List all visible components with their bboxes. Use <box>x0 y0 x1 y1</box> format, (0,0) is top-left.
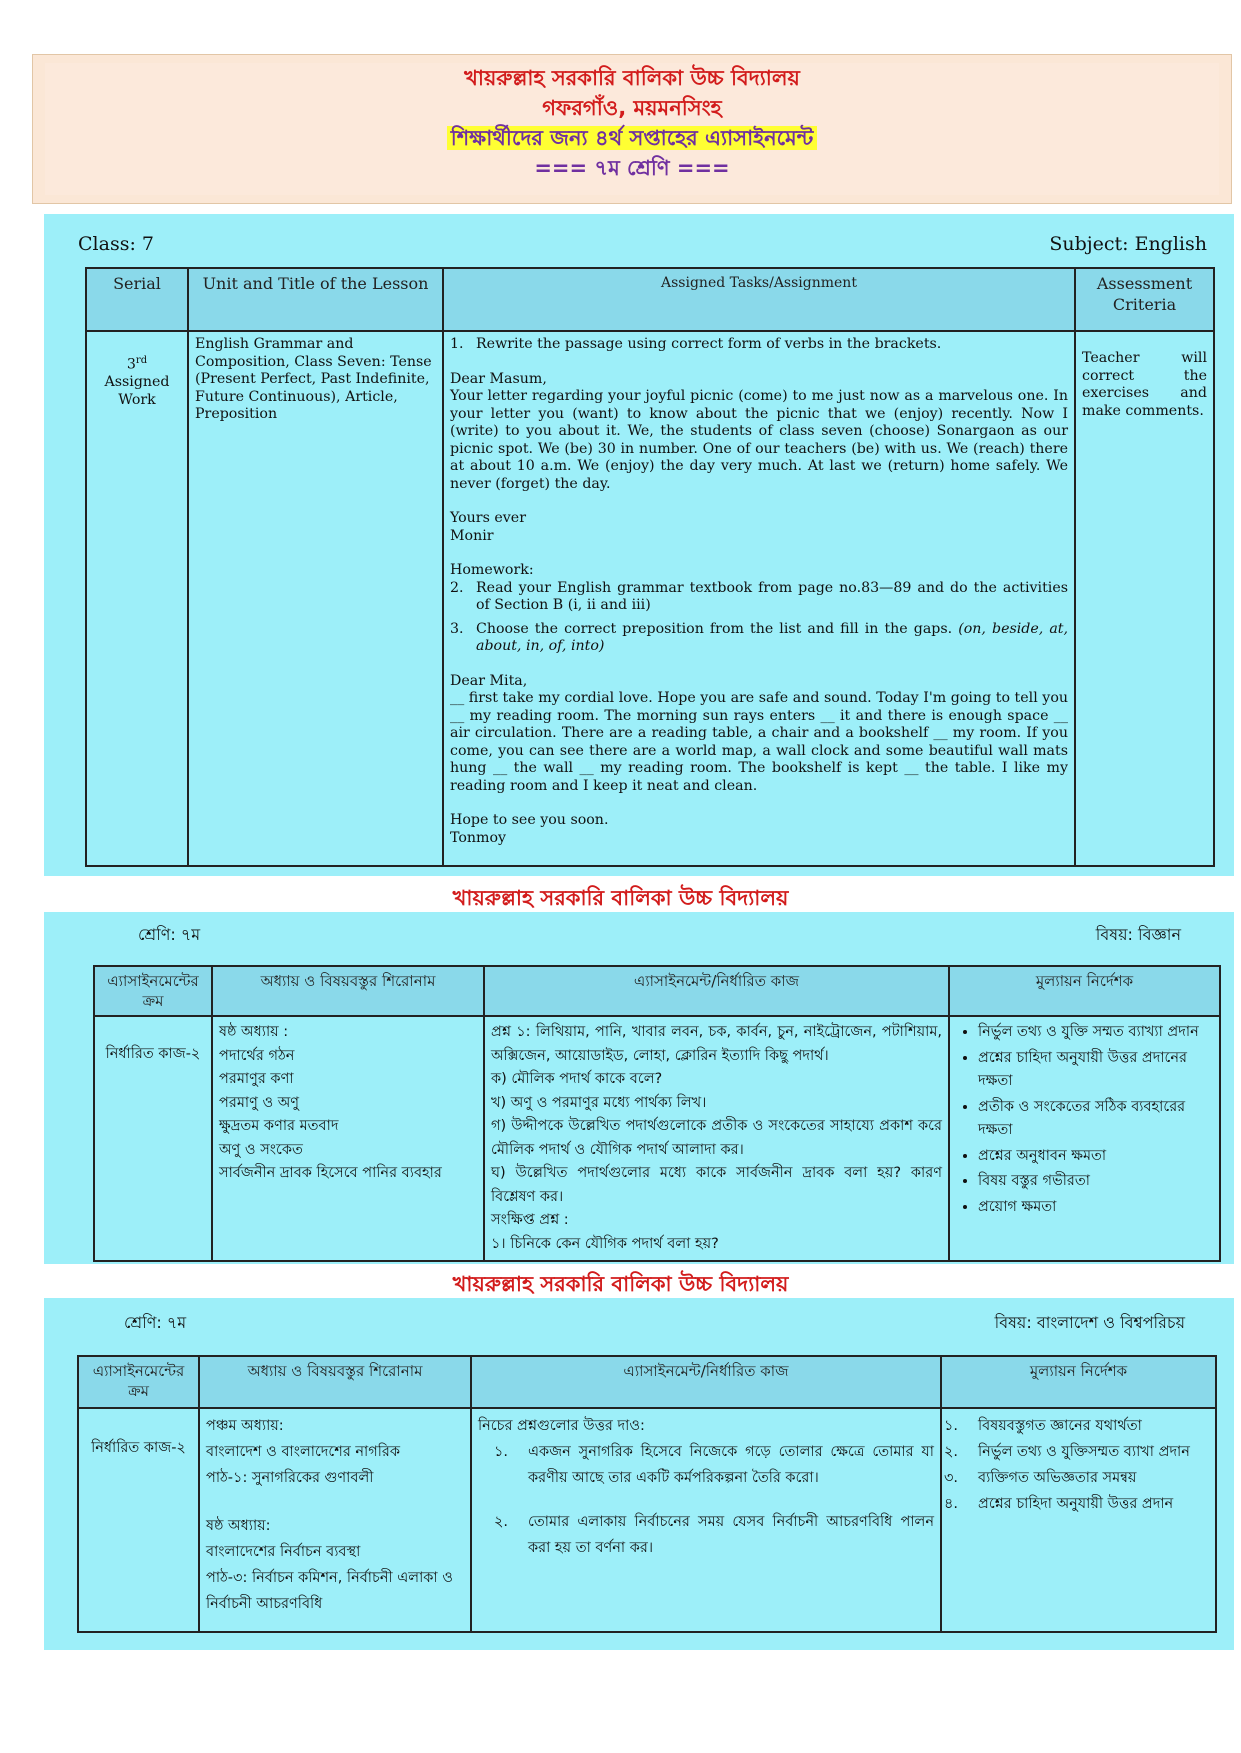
science-subject-label: বিষয়: বিজ্ঞান <box>1095 925 1181 944</box>
header-box <box>32 54 1232 204</box>
serial-suffix: rd <box>135 355 148 366</box>
header-criteria: Assessment Criteria <box>1075 268 1214 331</box>
bgs-subject-label: বিষয়: বাংলাদেশ ও বিশ্বপরিচয় <box>994 1313 1185 1332</box>
science-task-line: ১। চিনিকে কেন যৌগিক পদার্থ বলা হয়? <box>491 1235 719 1252</box>
letter1-greeting: Dear Masum, <box>450 370 547 387</box>
science-chapter-line: অণু ও সংকেত <box>219 1141 303 1158</box>
science-class-label: শ্রেণি: ৭ম <box>138 925 201 944</box>
bgs-ch6-topic: বাংলাদেশের নির্বাচন ব্যবস্থা <box>206 1544 361 1560</box>
bgs-q1-text: একজন সুনাগরিক হিসেবে নিজেকে গড়ে তোলার ক্ষেত্রে তোমার যা করণীয় আছে তার একটি কর্মপরিকল্পনা তৈরি করো। <box>528 1444 934 1486</box>
science-chapter-line: পরমাণু ও অণু <box>219 1094 300 1111</box>
science-task-cell <box>484 1016 949 1261</box>
science-task-line: প্রশ্ন ১: লিথিয়াম, পানি, খাবার লবন, চক, কার্বন, চুন, নাইট্রোজেন, পটাশিয়াম, অক্সিজেন, আয়োডাইড, লোহা, ক্লোরিন ইত্যাদি কিছু পদার্থ। <box>491 1024 942 1064</box>
bgs-criterion-number: ৩. <box>944 1470 959 1486</box>
letter2-name: Tonmoy <box>450 829 507 846</box>
science-task-line: খ) অণু ও পরমাণুর মধ্যে পার্থক্য লিখ। <box>491 1094 707 1111</box>
task-3-number: 3. <box>450 620 464 637</box>
header-inner <box>45 63 1219 195</box>
letter1-closing: Yours ever <box>450 510 526 526</box>
bgs-task-cell <box>471 1408 941 1632</box>
science-chapter-line: পরমাণুর কণা <box>219 1071 294 1087</box>
bgs-class-label: শ্রেণি: ৭ম <box>124 1313 187 1332</box>
bgs-criterion-text: ব্যক্তিগত অভিজ্ঞতার সমন্বয় <box>978 1470 1137 1486</box>
english-table <box>85 267 1215 867</box>
bgs-criterion-text: প্রশ্নের চাহিদা অনুযায়ী উত্তর প্রদান <box>978 1496 1174 1512</box>
school-location: গফরগাঁও, ময়মনসিংহ <box>542 96 722 120</box>
english-class-label: Class: 7 <box>78 233 154 255</box>
task-2 <box>450 580 1068 615</box>
science-header-chapter: অধ্যায় ও বিষয়বস্তুর শিরোনাম <box>212 966 484 1016</box>
serial-number: 3 <box>126 356 136 373</box>
science-header-criteria: মুল্যায়ন নির্দেশক <box>949 966 1220 1016</box>
science-criterion: • বিষয় বস্তুর গভীরতা <box>978 1170 1213 1194</box>
bgs-criteria-cell <box>941 1408 1216 1632</box>
science-criterion: • প্রশ্নের চাহিদা অনুযায়ী উত্তর প্রদানের দক্ষতা <box>978 1047 1213 1094</box>
bgs-ch5-topic: বাংলাদেশ ও বাংলাদেশের নাগরিক <box>206 1444 401 1460</box>
bgs-criterion-number: ৪. <box>944 1496 959 1512</box>
bgs-ch5-title: পঞ্চম অধ্যায়: <box>206 1418 284 1434</box>
header-serial: Serial <box>86 268 188 331</box>
science-task-line: গ) উদ্দীপকে উল্লেখিত পদার্থগুলোকে প্রতীক ও সংকেতের সাহায্যে প্রকাশ করে মৌলিক পদার্থ ও যৌগিক পদার্থ আলাদা কর। <box>491 1118 942 1158</box>
science-criteria-cell <box>949 1016 1220 1261</box>
serial-text: Assigned Work <box>104 374 170 408</box>
science-header-task: এ্যাসাইনমেন্ট/নির্ধারিত কাজ <box>484 966 949 1016</box>
letter1-body: Your letter regarding your joyful picnic (come) to me just now as a marvelous one. In your letter you (want) to know about the picnic that we (enjoy) recently. Now I (write) to you about it. We, the students of class seven (choose) Sonargaon as our picnic spot. We (be) 30 in number. One of our teachers (be) with us. We (reach) there at about 10 a.m. We (enjoy) the day very much. At last we (return) home safely. We never (forget) the day. <box>450 388 1068 492</box>
science-chapter-line: ষষ্ঠ অধ্যায় : <box>219 1024 289 1040</box>
science-chapter-line: পদার্থের গঠন <box>219 1047 295 1064</box>
bgs-chapter-cell <box>199 1408 471 1632</box>
science-task-line: ক) মৌলিক পদার্থ কাকে বলে? <box>491 1071 663 1087</box>
bgs-criterion <box>944 1465 1209 1491</box>
bgs-question-2 <box>478 1509 934 1561</box>
task-2-number: 2. <box>450 579 464 596</box>
assignment-title: শিক্ষার্থীদের জন্য ৪র্থ সপ্তাহের এ্যাসাইনমেন্ট <box>447 126 818 150</box>
assignment-title-line <box>45 123 1219 153</box>
science-criterion: • প্রতীক ও সংকেতের সঠিক ব্যবহারের দক্ষতা <box>978 1096 1213 1143</box>
homework-label: Homework: <box>450 562 534 578</box>
bgs-header-criteria: মুল্যায়ন নির্দেশক <box>941 1356 1216 1408</box>
class-heading: === ৭ম শ্রেণি === <box>534 156 730 180</box>
criteria-cell: Teacher will correct the exercises and make comments. <box>1075 331 1214 866</box>
science-table <box>93 965 1221 1262</box>
bgs-q1-number: ১. <box>494 1444 509 1460</box>
bgs-criterion <box>944 1413 1209 1439</box>
bgs-criterion-number: ২. <box>944 1444 959 1460</box>
letter2-closing: Hope to see you soon. <box>450 812 609 828</box>
science-serial-cell: নির্ধারিত কাজ-২ <box>94 1016 212 1261</box>
bgs-ch6-title: ষষ্ঠ অধ্যায়: <box>206 1518 271 1534</box>
bgs-header-chapter: অধ্যায় ও বিষয়বস্তুর শিরোনাম <box>199 1356 471 1408</box>
serial-cell <box>86 331 188 866</box>
science-school-title: খায়রুল্লাহ সরকারি বালিকা উচ্চ বিদ্যালয় <box>452 886 789 910</box>
science-header-serial: এ্যাসাইনমেন্টের ক্রম <box>94 966 212 1016</box>
task-2-text: Read your English grammar textbook from page no.83—89 and do the activities of Section B (i, ii and iii) <box>476 579 1068 613</box>
english-subject-label: Subject: English <box>1049 233 1207 255</box>
bgs-criterion-text: নির্ভুল তথ্য ও যুক্তিসম্মত ব্যাখা প্রদান <box>978 1444 1190 1460</box>
bgs-criterion <box>944 1491 1209 1517</box>
header-tasks: Assigned Tasks/Assignment <box>443 268 1075 331</box>
letter2-greeting: Dear Mita, <box>450 672 528 689</box>
bgs-header-task: এ্যাসাইনমেন্ট/নির্ধারিত কাজ <box>471 1356 941 1408</box>
letter2-body: __ first take my cordial love. Hope you are safe and sound. Today I'm going to tell you __ my reading room. The morning sun rays enters __ it and there is enough space __ air circulation. There are a reading table, a chair and a bookshelf __ my room. If you come, you can see there are a world map, a wall clock and some beautiful wall mats hung __ the wall __ my reading room. The bookshelf is kept __ the table. I like my reading room and I keep it neat and clean. <box>450 690 1068 794</box>
tasks-cell <box>443 331 1075 866</box>
bgs-task-intro: নিচের প্রশ্নগুলোর উত্তর দাও: <box>478 1418 645 1434</box>
science-chapter-cell <box>212 1016 484 1261</box>
header-unit: Unit and Title of the Lesson <box>188 268 443 331</box>
bgs-table <box>77 1355 1217 1633</box>
bgs-criterion <box>944 1439 1209 1465</box>
task-1 <box>450 336 1068 354</box>
science-criterion: • নির্ভুল তথ্য ও যুক্তি সম্মত ব্যাখ্যা প্রদান <box>978 1021 1213 1045</box>
bgs-q2-number: ২. <box>494 1514 509 1530</box>
unit-cell: English Grammar and Composition, Class Seven: Tense (Present Perfect, Past Indefinite, Future Continuous), Article, Preposition <box>188 331 443 866</box>
letter1-name: Monir <box>450 527 494 544</box>
science-criterion: • প্রয়োগ ক্ষমতা <box>978 1196 1213 1220</box>
science-task-line: সংক্ষিপ্ত প্রশ্ন : <box>491 1212 569 1228</box>
task-3 <box>450 621 1068 656</box>
bgs-serial-cell: নির্ধারিত কাজ-২ <box>78 1408 199 1632</box>
task-1-number: 1. <box>450 336 464 352</box>
bgs-school-title: খায়রুল্লাহ সরকারি বালিকা উচ্চ বিদ্যালয় <box>452 1272 789 1296</box>
bgs-ch5-lesson: পাঠ-১: সুনাগরিকের গুণাবলী <box>206 1470 374 1486</box>
science-criterion: • প্রশ্নের অনুধাবন ক্ষমতা <box>978 1145 1213 1169</box>
bgs-question-1 <box>478 1439 934 1491</box>
task-3-text: Choose the correct preposition from the list and fill in the gaps. <box>476 620 953 637</box>
school-name: খায়রুল্লাহ সরকারি বালিকা উচ্চ বিদ্যালয় <box>464 66 800 90</box>
bgs-header-serial: এ্যাসাইনমেন্টের ক্রম <box>78 1356 199 1408</box>
bgs-ch6-lesson: পাঠ-৩: নির্বাচন কমিশন, নির্বাচনী এলাকা ও নির্বাচনী আচরণবিধি <box>206 1570 453 1612</box>
task-1-text: Rewrite the passage using correct form of verbs in the brackets. <box>476 336 942 352</box>
task-3-list: (on, beside, at, about, in, of, into) <box>476 620 1069 654</box>
bgs-criterion-number: ১. <box>944 1418 959 1434</box>
bgs-criterion-text: বিষয়বস্তুগত জ্ঞানের যথার্থতা <box>978 1418 1142 1434</box>
science-task-line: ঘ) উল্লেখিত পদার্থগুলোর মধ্যে কাকে সার্বজনীন দ্রাবক বলা হয়? কারণ বিশ্লেষণ কর। <box>491 1165 942 1205</box>
science-chapter-line: সার্বজনীন দ্রাবক হিসেবে পানির ব্যবহার <box>219 1165 442 1181</box>
bgs-q2-text: তোমার এলাকায় নির্বাচনের সময় যেসব নির্বাচনী আচরণবিধি পালন করা হয় তা বর্ণনা কর। <box>528 1514 934 1556</box>
science-chapter-line: ক্ষুদ্রতম কণার মতবাদ <box>219 1118 339 1134</box>
